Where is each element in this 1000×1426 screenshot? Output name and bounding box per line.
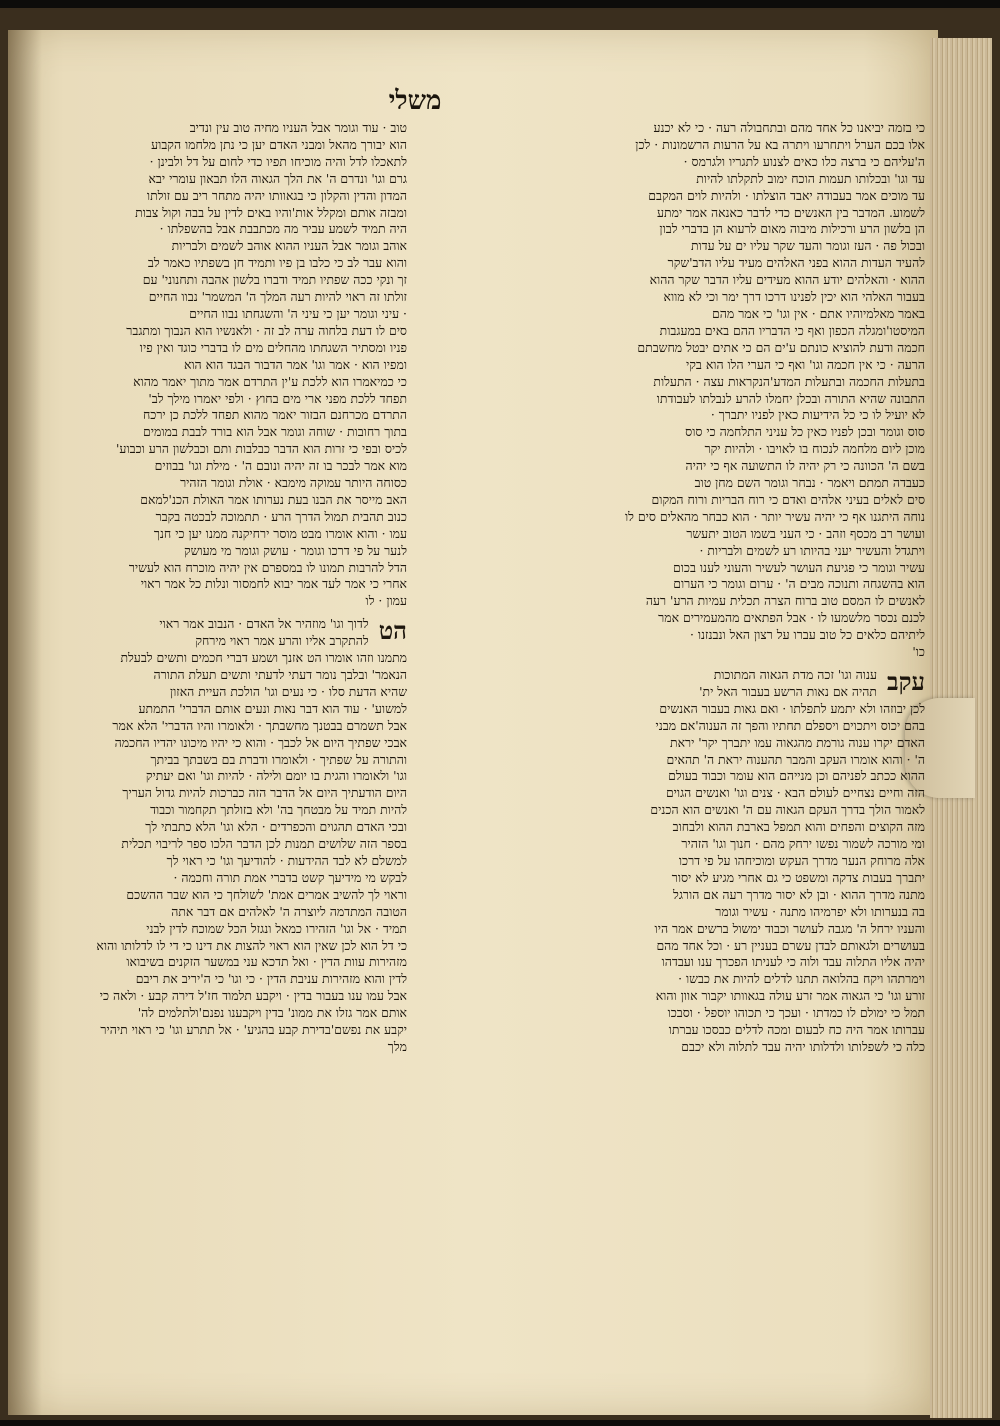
text-line: מזה הקוצים והפחים והוא תמפל בארבת ההוא ולבחוב [672,819,925,835]
text-line: לדוך וגו' מוזהיר אל האדם · הנבוב אמר ראוי [159,616,369,632]
text-line: בספר הזה שלושים תמנות לכן הדבר הלכו ספר לריבוי תכלית [121,836,407,852]
text-line: ומבזה אותם ומקלל אות'והיו באים לדין על בבה וקול צבות [135,204,407,220]
text-line: לשמוע. המדבר בין האנשים כדי לדבר כאנאה אמר ימתע [657,204,925,220]
text-line: בתוך רחובות · שוחה וגומר אבל הוא בורד לבבת במומים [143,424,407,440]
right-text-column [425,120,925,1165]
text-line: למשוע' · עוד הוא דבר נאות ונעים אותם הדברי' התמתע [138,700,407,716]
text-line: לדין והוא מזהירות עניבת הדין · כי וגו' כי ה'יריב את ריבם [135,971,407,987]
text-line: מוא אמר לבכר בו זה יהיה ונובם ה' · מילת וגו' בבוזים [154,458,407,474]
text-line: בתעלות החכמה ובתעלות המדע'הנקראות עצה · התעלות [653,373,925,389]
text-line: באמר מאלמיוהיו אתם · אין וגו' כי אמר מהם [712,305,925,321]
text-line: ומפיו הוא · אמר וגו' אמר הדבור הבגד הוא הוא [183,356,407,372]
left-section-body [62,616,407,1056]
text-line: ובכול פה · העז וגומר והעד שקר עליו ים על עדות [690,238,925,254]
text-line: ויתגדל והעשיר יעני בהיותו רע לשמים ולבריות · [699,542,925,558]
text-line: הוא בהשגחה ותנוכה מבים ה' · ערום וגומר כי הערום [673,576,925,592]
text-line: התרדם מכרחנם הבזור יאמר מהוא תפחד ללכת כן ירכח [142,407,407,423]
text-line: זולתו זה ראוי להיות רעה המלך ה' המשמר' נבוו החיים [148,289,407,305]
right-section [425,667,925,1056]
text-line: לכיס ובפי כי זרות הוא הדבר כבלבות ותם וכבלשון הרע וכבוע' [116,441,407,457]
section-heading-right: עקב [887,667,925,696]
text-line: בהם יכוס ויתכוים ויספלם תחתיו והפך זה הענוה'אם מבני [655,717,925,733]
text-line: היה תמיד לשמע עביר מה מכתבבת אבל בהשפלתו · [159,221,407,237]
text-line: האדם יקרו ענוה גורמת מהגאוה עמו יתברך יקר' יראת [670,734,925,750]
text-line: לאנשים לו המסם טוב ברוח הצרה תכלית עמיות הרע' רעה [645,593,925,609]
text-line: המדון והדין והקלון כי בגאוותו יהיה מתחר ריב עם זולתו [146,187,407,203]
text-line: למשלם לא לבד ההידעות · להודיעך וגו' כי ראוי לך [166,852,407,868]
text-line: מלך [387,1038,407,1054]
text-line: וראוי לך להשיב אמרים אמת' לשולחך כי הוא שבר ההשכם [126,886,407,902]
text-line: להעיד העדות ההוא בפני האלהים מעיד עליו הדב'שקר [667,255,925,271]
text-line: לכנם נכסר מלשמעו לו · אבל הפתאים מהמעמירים אמר [658,610,925,626]
text-line: מתמנו וזהו אומרו הט אזנך ושמע דברי חכמים ותשים לבעלת [120,650,407,666]
text-line: בעבור האלהי הוא יכין לפנינו דרכו דרך ימר וכי לא מווא [663,289,925,305]
text-line: ה' · והוא אומרו העקב והמבר תהענוה יראת ה' תהאים [666,751,925,767]
text-line: הרעה · כי אין חכמה וגו' ואף כי הערי הלו הוא בקי [686,356,925,372]
text-line: מוכן ליום מלחמה לנכוח בו לאויבו · ולהיות יקר [704,441,925,457]
text-line: ועושר רב מכסף וזהב · כי העני בשמו הטוב יתעשר [686,525,925,541]
text-line: טוב · עוד וגומר אבל העניו מחיה טוב עין ונדיב [189,120,407,135]
text-line: סים לו דעת בלחוה ערה לב זה · ולאנשיו הוא הנבוך ומתגבר [126,322,407,338]
text-line: תהיה אם נאות הרשע בעבור האל ית' [699,683,877,699]
text-line: יקבע את נפשם'בדירת קבע בהגיע' · אל תתרע וגו' כי ראוי תיהיר [100,1022,407,1038]
text-line: סוס וגומר ובכן לפניו כאין כל עניני התלחמה כי סוס [685,424,925,440]
text-line: הזה וחיים נצחיים לעולם הבא · צנים וגו' ואנשים הגוים [665,785,925,801]
text-line: תפחד ללכת מפני ארי מים בחוץ · ולפי יאמרו מילך לב' [148,390,407,406]
text-line: עד וגו' ובכלותו תעמות הוכח ימוב לתקלתו להיות [696,170,925,186]
text-line: אבל תשמרם בבטנך מחשבתך · ולאומרו והיו הדברי' הלא אמר [112,717,407,733]
text-line: בה בנערותו ולא יפרמיהו מתנה · עשיר וגומר [715,903,925,919]
text-line: להתקרב אליו והרע אמר ראוי מירחק [195,633,369,649]
text-line: זך ונקי ככה שפתיו תמיד ודברו בלשון אהבה ותחנוני' עם [142,272,407,288]
text-line: כלה כי לשפלותו ולדלותו יהיה עבד לתלוה ולא יכבם [681,1038,925,1054]
text-line: אלו בכם הערל ויתחרעו ויתרה בא על הרעות הרשמונות · לכן [635,136,925,152]
text-line: גרם וגו' ונדרם ה' את הלך הגאוה הלו תבאון עומרי יבא [148,170,407,186]
text-line: להיות תמיד על מבטחך בה' ולא בזולתך תקחמור וכבוד [150,802,407,818]
text-line: עד מוכים אמר בעבודה יאבד הוצלתו · ולהיות לוים המקבם [648,187,925,203]
text-line: עברותו אמר היה כח לבעום ומכה לדלים כבסכו עברתו [668,1022,925,1038]
text-line: הדל להרבות תמונו לו במספרם אין יהיה מוכרח הוא לעשיר [128,559,407,575]
text-line: כי כמיאמרו הוא ללכת ע'ין התרדם אמר מתוך יאמר מהוא [133,373,407,389]
left-column-body [62,120,407,610]
text-line: ליתיהם כלאים כל טוב עברו על רצון האל ונבנזנו · [689,627,925,643]
text-line: אוהב וגומר אבל העניו ההוא אוהב לשמים ולבריות [171,238,407,254]
text-line: נוחה היתגנו אף כי יהיה עשיר יותר · הוא כבחר מהאלים סים לו [624,508,925,524]
text-line: ההוא · והאלהים יודע ההוא מעידים עליו הדבר שקר ההוא [649,272,925,288]
text-line: האב מייסר את הבנו בעת נערותו אמר האולת הכנ'למאם [140,491,407,507]
text-line: וימרתהו ויקח בהלואה תתנו לדלים להיות את כבשו · [678,971,925,987]
text-line: ענוה וגו' זכה מדת הגאוה המתוכות [713,667,877,682]
text-line: כי דל הוא לכן שאין הוא ראוי להצות את דינו כי די לו לדלותו והוא [96,937,407,953]
text-line: סים לאלים בעיני אלהים ואדם כי רוח הבריות ורוח המקום [651,491,925,507]
text-line: אחרי כי אמר לעד אמר יבוא לחמסור ונלות כל אמר ראוי [140,576,407,592]
left-section [62,616,407,1056]
text-line: התבונה שהיא התורה ובכלן יחמלו להרע לנבלתו לעבודתו [656,390,925,406]
running-head: משלי [388,86,442,116]
text-line: בשם ה' הכוונה כי רק יהיה לו התשועה אף כי יהיה [685,458,925,474]
text-line: אבל עמו ענו בעבור בדין · ויקבע תלמוד חז'ל דירה קבע · ולאה כי [99,988,407,1004]
right-column-body [425,120,925,661]
text-line: פניו ומסתיר השגחתו מהחלים מים לו בדברי כוגד ואין פיו [139,339,407,355]
text-line: כעבדה תמתם ויאמר · נבחר וגומר השם מחן טוב [694,475,925,491]
text-line: לתאכלו לדל והיה מוכיחו תפיו כדי לחום על דל ולבינן · [149,153,407,169]
text-line: היום הודעתיך היום אל הדבר הזה כברכות להיות גדול העריך [122,785,407,801]
text-line: כנוב תהבית תמול הדרך הרע · תתמוכה לבכטה בקבר [155,508,407,524]
text-line: כסוחה היותר עמוקה מימבא · אולת וגומר הזהיר [180,475,407,491]
text-line: מתנה מדרך ההוא · ובן לא יסור מדרך רעה אם הורגל [673,886,925,902]
text-line: אלה מרוחק הנער מדרך העקש ומוכיחהו על פי דרכו [678,852,925,868]
text-line: בעושרים ולגאותם לבדן עשרם בעניין רע · וכל אחד מהם [656,937,925,953]
text-line: עמו · והוא אומרו מבט מוסר ירחיקנה ממנו יען כי חנך [153,525,407,541]
text-line: לא יועיל לו כי כל הידיעות כאין לפניו יתברך · [710,407,925,423]
text-line: זורע וגו' כי הגאוה אמר זרע עולה בגאוותו יקבור אוון והוא [655,988,925,1004]
text-line: ה'עליהם כי ברצה כלו כאים לצנוע לתגריו ולגרמס · [683,153,925,169]
text-line: והתורה על שפתיך · ולאומרו ודברת בם בשבתך בביתך [150,751,407,767]
text-line: המיסטו'ומגלה הכפון ואף כי הדבריו ההם באים במעגבות [659,322,925,338]
text-line: חכמה ודעת להוציא כונתם ע'ים הם כי אתים יבטל מחשבתם [637,339,925,355]
text-line: והוא עבר לב כי כלבו בן פיו ותמיד חן בשפתיו כאמר לב [147,255,407,271]
text-line: ובכי האדם תהגוים והכפרדים · הלא וגו' הלא כתבתי לך [145,819,407,835]
text-line: תמל כי ימולם לו כמדתו · ועכך כי תכוהו יוספל · וסבכו [667,1005,925,1021]
gutter-shadow [8,30,42,1415]
text-line: יהיה אליו התלוה עבד ולוה כי לעניתו הפכרך ענו ועבדהו [661,954,925,970]
text-line: אבכי שפתיך היום אל לכבך · והוא כי יהיו מיכונו יהדיו החכמה [114,734,407,750]
text-line: תמיד · אל וגו' הזהירו כמאל ונגזל הכל שמוכח לדין לבני [146,920,407,936]
text-line: ומי מורכה לשמור נפשו ירחק מהם · חנוך וגו' הזהיר [681,836,925,852]
text-line: מזהירות עוות הדין · ואל תדכא עני במשער הזקנים בשיבואו [126,954,407,970]
text-line: הן בלשון הרע ורכילות מיבוה מאום לרעוא הן בדברי לבון [659,221,925,237]
text-line: הוא יבורך מהאל ומבני האדם יען כי נתן מלחמו הקבוע [151,136,407,152]
text-line: · עיני וגומר יען כי עיני ה' והשגחתו נבוו החיים [189,305,407,321]
text-line: לכן יבוזהו ולא יתמע לתפלתו · ואם גאות בעבור האנשים [659,700,925,716]
text-line: הטובה המתדמה ליוצרה ה' לאלהים אם דבר אתה [171,903,407,919]
text-line: יתברך בעבות צדקה ומשפט כי גם אחרי מגיע לא יסור [671,869,925,885]
text-line: וגו' ולאומרו והגית בו יומם ולילה · להיות וגו' ואם יעתיק [145,768,407,784]
text-line: הנאמר' ובלבך נומר דעתי לדעתי ותשים תעלת התורה [153,667,407,682]
text-line: כו' [912,644,925,660]
text-line: אותם אמר גזלו את ממונ' בדין ויקבענו נפנם'ולתלמים לה' [137,1005,407,1021]
text-line: עשיר וגומר כי פגיעת העושר לעשיר והעוני לענו בכום [673,559,925,575]
left-text-column [62,120,407,1175]
text-line: ההוא ככתב לפניהם וכן מנייהם הוא עומר וכבוד בעולם [668,768,925,784]
text-line: והעניו ירחל ה' מגבה לעושר וכבוד ימשול ברשים אמר היו [654,920,925,936]
text-line: עמון · לו [365,593,407,609]
section-heading-left: הט [378,616,407,646]
text-line: לאמור הולך בדרך העקם הגאוה עם ה' ואנשים הוא הכנים [650,802,925,818]
text-line: לנער על פי דרכו וגומר · עושק וגומר מי מעושק [184,542,407,558]
text-line: שהיא הדעת סלו · כי נעים וגו' הולכת העיית האזון [169,683,407,699]
text-line: כי בזמה יביאנו כל אחד מהם ובתחבולה רעה · כי לא יכנע [653,120,925,135]
text-line: לבקש מי מידיעך קשט בדברי אמת תורה וחכמה · [173,869,407,885]
right-section-body [425,667,925,1056]
